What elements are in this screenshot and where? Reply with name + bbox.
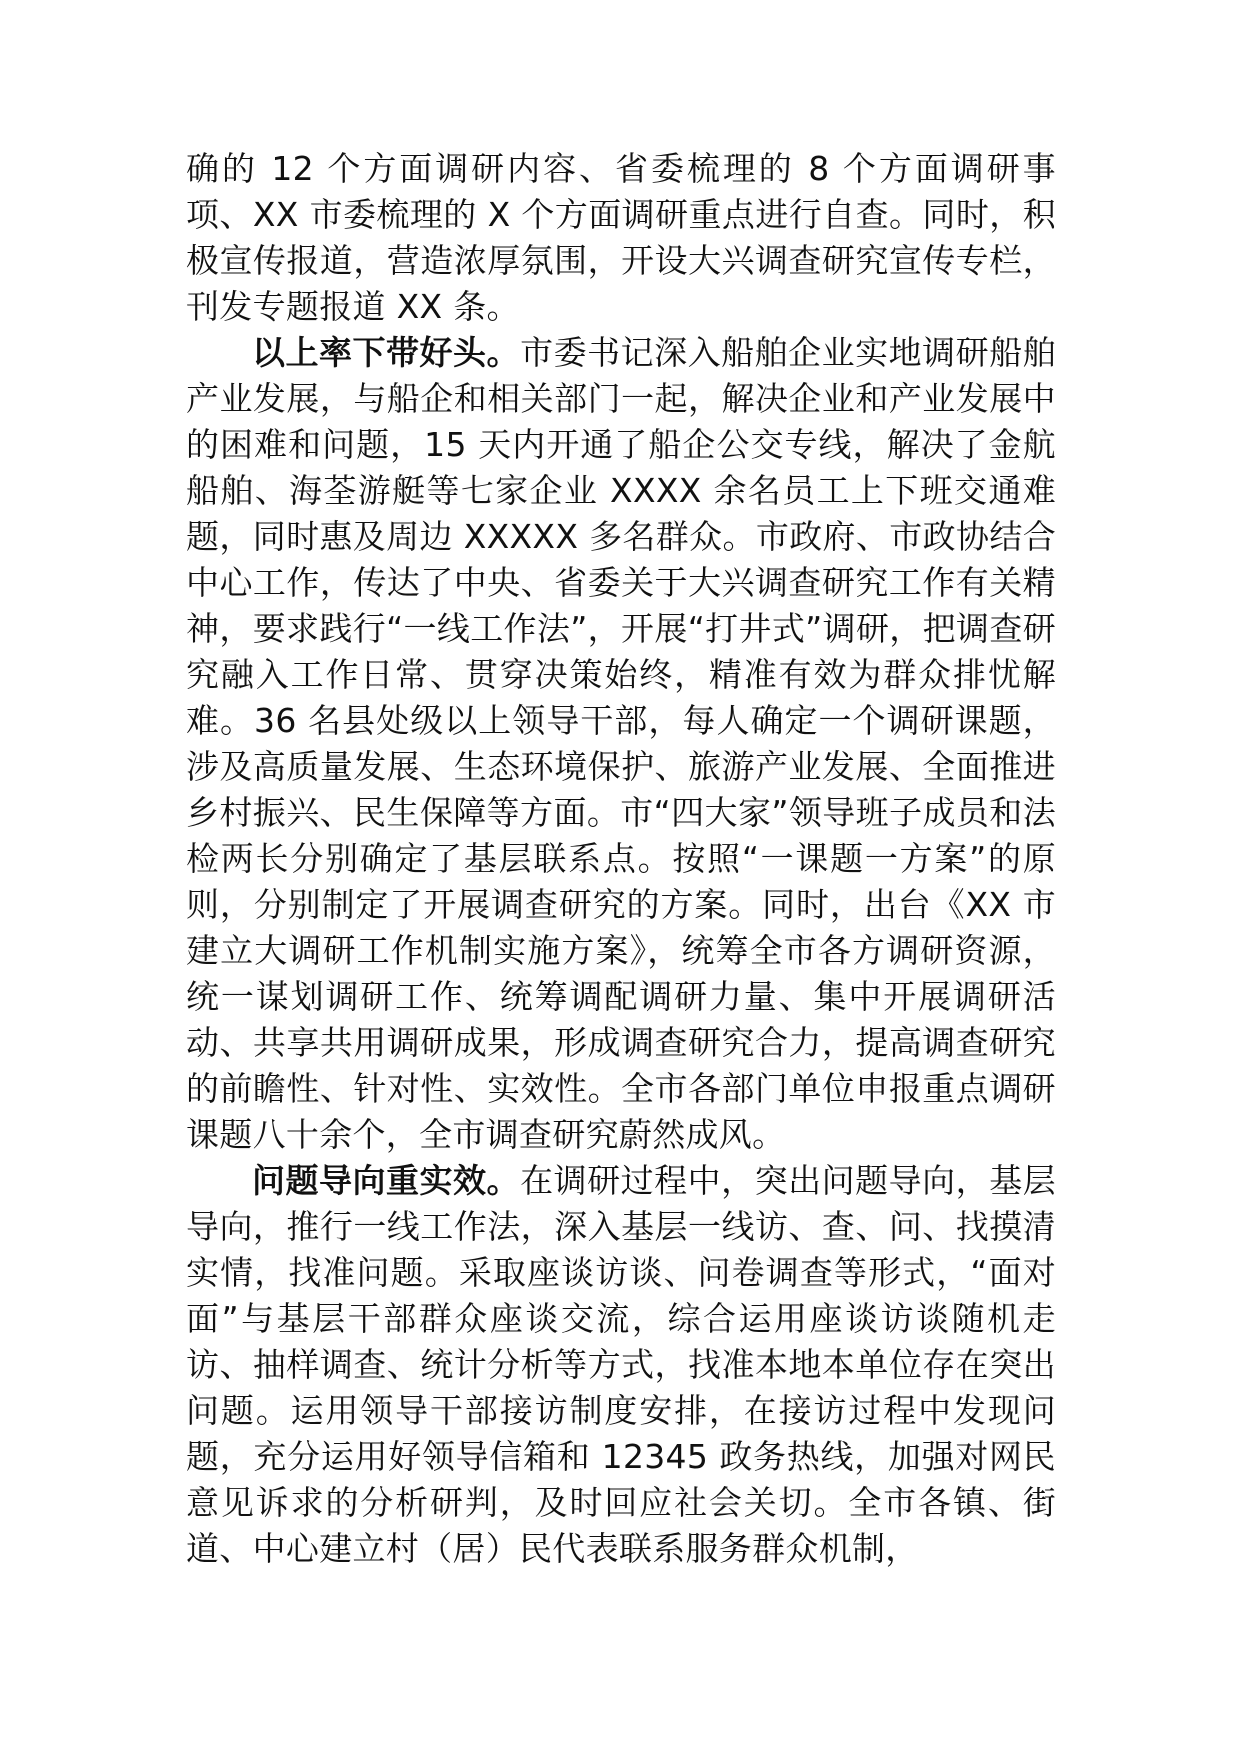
document-body	[186, 146, 1056, 1572]
paragraph-lead-by-example	[186, 330, 1056, 1158]
paragraph-heading: 以上率下带好头。	[252, 333, 521, 372]
paragraph-text: 在调研过程中，突出问题导向，基层导向，推行一线工作法，深入基层一线访、查、问、找摸清实情，找准问题。采取座谈访谈、问卷调查等形式，“面对面”与基层干部群众座谈交流，综合运用座谈访谈随机走访、抽样调查、统计分析等方式，找准本地本单位存在突出问题。运用领导干部接访制度安排，在接访过程中发现问题，充分运用好领导信箱和 12345 政务热线，加强对网民意见诉求的分析研判，及时回应社会关切。全市各镇、街道、中心建立村（居）民代表联系服务群众机制，	[186, 1161, 1056, 1568]
paragraph-heading: 问题导向重实效。	[252, 1161, 521, 1200]
paragraph-text: 确的 12 个方面调研内容、省委梳理的 8 个方面调研事项、XX 市委梳理的 X 个方面调研重点进行自查。同时，积极宣传报道，营造浓厚氛围，开设大兴调查研究宣传专栏，刊发专题报道 XX 条。	[186, 149, 1056, 326]
paragraph-continuation	[186, 146, 1056, 330]
paragraph-problem-oriented	[186, 1158, 1056, 1572]
paragraph-text: 市委书记深入船舶企业实地调研船舶产业发展，与船企和相关部门一起，解决企业和产业发展中的困难和问题，15 天内开通了船企公交专线，解决了金航船舶、海荃游艇等七家企业 XXXX 余名员工上下班交通难题，同时惠及周边 XXXXX 多名群众。市政府、市政协结合中心工作，传达了中央、省委关于大兴调查研究工作有关精神，要求践行“一线工作法”，开展“打井式”调研，把调查研究融入工作日常、贯穿决策始终，精准有效为群众排忧解难。36 名县处级以上领导干部，每人确定一个调研课题，涉及高质量发展、生态环境保护、旅游产业发展、全面推进乡村振兴、民生保障等方面。市“四大家”领导班子成员和法检两长分别确定了基层联系点。按照“一课题一方案”的原则，分别制定了开展调查研究的方案。同时，出台《XX 市建立大调研工作机制实施方案》，统筹全市各方调研资源，统一谋划调研工作、统筹调配调研力量、集中开展调研活动、共享共用调研成果，形成调查研究合力，提高调查研究的前瞻性、针对性、实效性。全市各部门单位申报重点调研课题八十余个，全市调查研究蔚然成风。	[186, 333, 1056, 1154]
